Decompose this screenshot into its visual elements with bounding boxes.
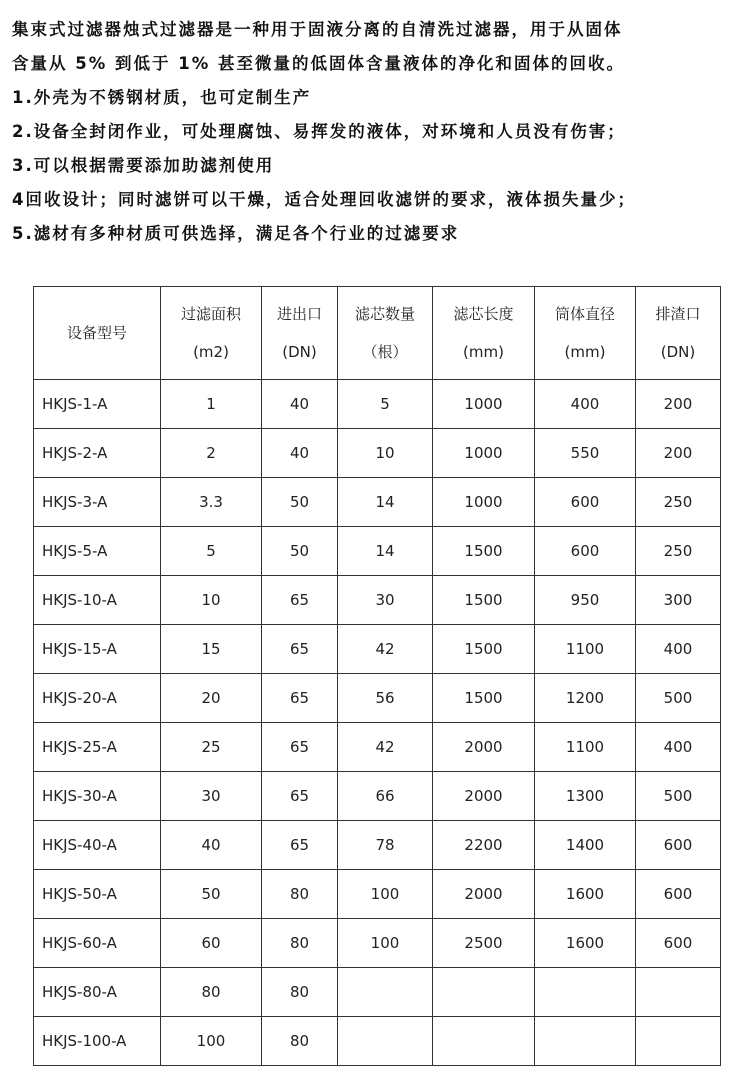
table-row [34, 870, 721, 919]
header-element-count: 滤芯数量 （根） [338, 287, 433, 380]
cell-element-length: 1500 [433, 625, 535, 674]
table-row [34, 1017, 721, 1066]
cell-discharge-port: 500 [636, 772, 721, 821]
table-row [34, 380, 721, 429]
cell-barrel-diameter: 950 [535, 576, 636, 625]
cell-element-count: 56 [338, 674, 433, 723]
header-barrel-diameter: 筒体直径 (mm) [535, 287, 636, 380]
cell-barrel-diameter: 1100 [535, 723, 636, 772]
cell-element-length: 2500 [433, 919, 535, 968]
cell-element-count [338, 968, 433, 1017]
table-row [34, 674, 721, 723]
cell-model: HKJS-15-A [34, 625, 161, 674]
cell-element-length: 1500 [433, 674, 535, 723]
cell-barrel-diameter [535, 1017, 636, 1066]
cell-inlet-outlet: 50 [262, 527, 338, 576]
cell-model: HKJS-2-A [34, 429, 161, 478]
cell-inlet-outlet: 65 [262, 723, 338, 772]
cell-model: HKJS-30-A [34, 772, 161, 821]
intro-line: 集束式过滤器烛式过滤器是一种用于固液分离的自清洗过滤器，用于从固体 [12, 20, 623, 39]
cell-element-count: 42 [338, 723, 433, 772]
cell-filter-area: 10 [161, 576, 262, 625]
cell-barrel-diameter: 1600 [535, 870, 636, 919]
cell-discharge-port: 400 [636, 625, 721, 674]
header-filter-area: 过滤面积 (m2) [161, 287, 262, 380]
cell-element-count: 100 [338, 919, 433, 968]
cell-inlet-outlet: 65 [262, 674, 338, 723]
cell-element-length: 1500 [433, 576, 535, 625]
cell-inlet-outlet: 80 [262, 870, 338, 919]
cell-discharge-port: 300 [636, 576, 721, 625]
cell-filter-area: 40 [161, 821, 262, 870]
cell-discharge-port: 400 [636, 723, 721, 772]
cell-element-count: 100 [338, 870, 433, 919]
cell-model: HKJS-10-A [34, 576, 161, 625]
table-row [34, 968, 721, 1017]
cell-filter-area: 80 [161, 968, 262, 1017]
cell-inlet-outlet: 65 [262, 772, 338, 821]
cell-barrel-diameter: 400 [535, 380, 636, 429]
feature-item: 1.外壳为不锈钢材质，也可定制生产 [12, 88, 312, 107]
table-row [34, 625, 721, 674]
header-inlet-outlet: 进出口 (DN) [262, 287, 338, 380]
intro-text [12, 18, 742, 256]
intro-line: 含量从 5% 到低于 1% 甚至微量的低固体含量液体的净化和固体的回收。 [12, 54, 626, 73]
cell-element-count: 10 [338, 429, 433, 478]
cell-filter-area: 20 [161, 674, 262, 723]
cell-model: HKJS-50-A [34, 870, 161, 919]
cell-model: HKJS-40-A [34, 821, 161, 870]
feature-item: 2.设备全封闭作业，可处理腐蚀、易挥发的液体，对环境和人员没有伤害； [12, 122, 626, 141]
table-row [34, 478, 721, 527]
cell-discharge-port [636, 968, 721, 1017]
table-row [34, 576, 721, 625]
cell-element-length: 1000 [433, 429, 535, 478]
cell-discharge-port: 250 [636, 478, 721, 527]
cell-filter-area: 1 [161, 380, 262, 429]
cell-filter-area: 100 [161, 1017, 262, 1066]
table-row [34, 429, 721, 478]
cell-inlet-outlet: 65 [262, 821, 338, 870]
cell-inlet-outlet: 80 [262, 1017, 338, 1066]
cell-model: HKJS-1-A [34, 380, 161, 429]
cell-model: HKJS-3-A [34, 478, 161, 527]
cell-filter-area: 5 [161, 527, 262, 576]
cell-discharge-port: 250 [636, 527, 721, 576]
cell-filter-area: 30 [161, 772, 262, 821]
table-header-row [34, 287, 721, 380]
cell-filter-area: 50 [161, 870, 262, 919]
cell-element-length: 2000 [433, 723, 535, 772]
cell-barrel-diameter: 1400 [535, 821, 636, 870]
cell-filter-area: 3.3 [161, 478, 262, 527]
cell-inlet-outlet: 80 [262, 968, 338, 1017]
cell-discharge-port: 200 [636, 380, 721, 429]
table-row [34, 919, 721, 968]
cell-model: HKJS-60-A [34, 919, 161, 968]
cell-inlet-outlet: 50 [262, 478, 338, 527]
feature-item: 5.滤材有多种材质可供选择，满足各个行业的过滤要求 [12, 224, 460, 243]
cell-element-count: 66 [338, 772, 433, 821]
table-row [34, 772, 721, 821]
cell-barrel-diameter: 1100 [535, 625, 636, 674]
cell-filter-area: 15 [161, 625, 262, 674]
cell-discharge-port: 600 [636, 821, 721, 870]
cell-barrel-diameter: 1600 [535, 919, 636, 968]
cell-model: HKJS-25-A [34, 723, 161, 772]
cell-model: HKJS-80-A [34, 968, 161, 1017]
cell-filter-area: 25 [161, 723, 262, 772]
cell-element-count: 14 [338, 527, 433, 576]
header-element-length: 滤芯长度 (mm) [433, 287, 535, 380]
cell-element-length: 1000 [433, 380, 535, 429]
table-row [34, 821, 721, 870]
cell-element-length [433, 968, 535, 1017]
cell-element-length: 1500 [433, 527, 535, 576]
header-discharge-port: 排渣口 (DN) [636, 287, 721, 380]
cell-inlet-outlet: 40 [262, 380, 338, 429]
cell-inlet-outlet: 80 [262, 919, 338, 968]
feature-item: 4回收设计；同时滤饼可以干燥，适合处理回收滤饼的要求，液体损失量少； [12, 190, 636, 209]
cell-model: HKJS-20-A [34, 674, 161, 723]
spec-table [33, 286, 721, 1066]
cell-discharge-port: 200 [636, 429, 721, 478]
feature-item: 3.可以根据需要添加助滤剂使用 [12, 156, 275, 175]
cell-barrel-diameter [535, 968, 636, 1017]
cell-filter-area: 60 [161, 919, 262, 968]
cell-element-length: 2200 [433, 821, 535, 870]
cell-element-length: 1000 [433, 478, 535, 527]
cell-barrel-diameter: 550 [535, 429, 636, 478]
cell-element-length: 2000 [433, 870, 535, 919]
cell-inlet-outlet: 65 [262, 576, 338, 625]
cell-element-length [433, 1017, 535, 1066]
table-row [34, 723, 721, 772]
cell-element-count: 30 [338, 576, 433, 625]
cell-barrel-diameter: 1300 [535, 772, 636, 821]
cell-element-count [338, 1017, 433, 1066]
cell-barrel-diameter: 600 [535, 478, 636, 527]
cell-element-length: 2000 [433, 772, 535, 821]
cell-element-count: 14 [338, 478, 433, 527]
cell-discharge-port: 600 [636, 919, 721, 968]
cell-filter-area: 2 [161, 429, 262, 478]
cell-barrel-diameter: 1200 [535, 674, 636, 723]
cell-model: HKJS-100-A [34, 1017, 161, 1066]
table-row [34, 527, 721, 576]
cell-barrel-diameter: 600 [535, 527, 636, 576]
cell-discharge-port: 600 [636, 870, 721, 919]
cell-element-count: 5 [338, 380, 433, 429]
cell-discharge-port [636, 1017, 721, 1066]
cell-model: HKJS-5-A [34, 527, 161, 576]
cell-element-count: 78 [338, 821, 433, 870]
header-model: 设备型号 [34, 287, 161, 380]
cell-element-count: 42 [338, 625, 433, 674]
cell-discharge-port: 500 [636, 674, 721, 723]
cell-inlet-outlet: 40 [262, 429, 338, 478]
cell-inlet-outlet: 65 [262, 625, 338, 674]
